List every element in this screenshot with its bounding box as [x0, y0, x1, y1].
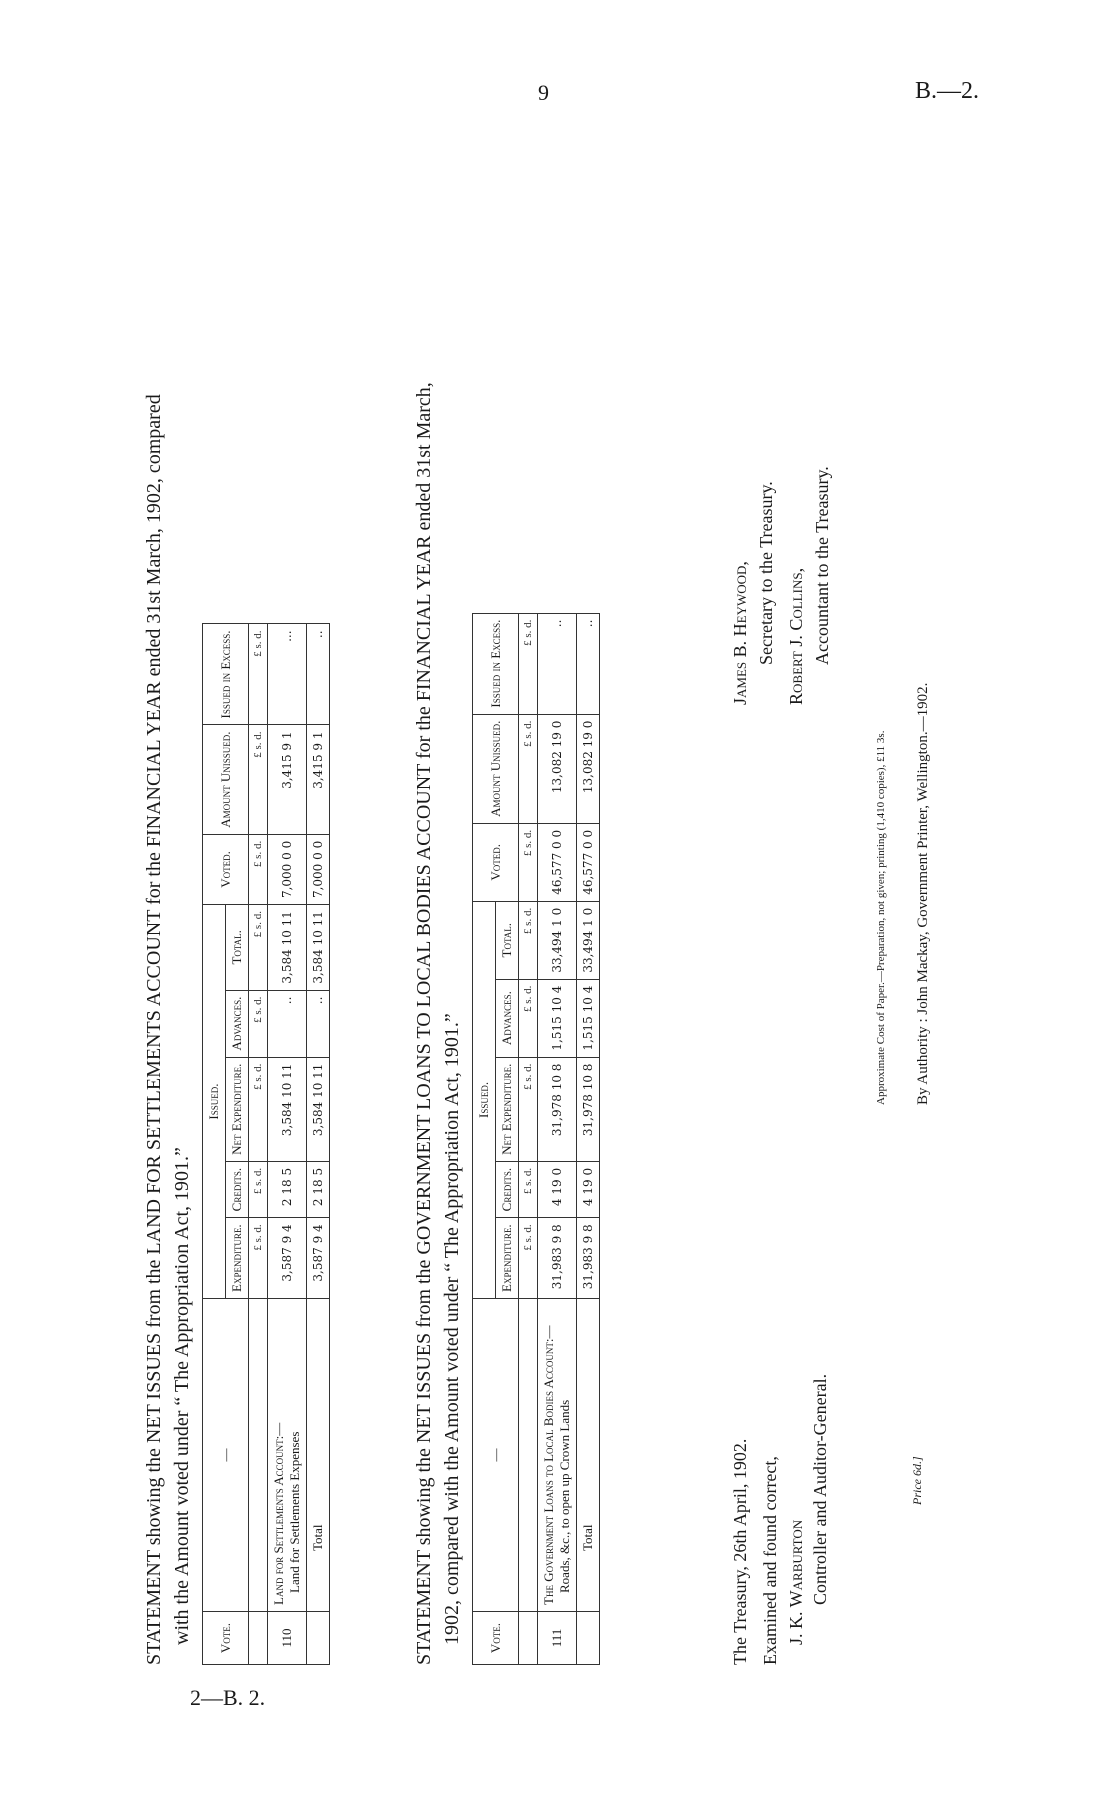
cell-total: 3,584 10 11	[268, 905, 307, 991]
total-advances: 1,515 10 4	[577, 979, 600, 1057]
col-credits: Credits.	[496, 1161, 519, 1217]
cell-credits: 4 19 0	[538, 1161, 577, 1217]
document-code: B.—2.	[915, 78, 980, 104]
col-total: Total.	[496, 901, 519, 979]
vote-number: 110	[268, 1612, 307, 1665]
unit-label: £ s. d.	[249, 834, 268, 904]
unit-label: £ s. d.	[519, 979, 538, 1057]
rotated-sheet	[130, 165, 1030, 1665]
cell-excess: ...	[268, 624, 307, 725]
page-number: 9	[538, 80, 549, 105]
unit-label: £ s. d.	[249, 990, 268, 1057]
col-desc: —	[203, 1299, 249, 1612]
cell-net: 31,978 10 8	[538, 1057, 577, 1161]
total-total: 33,494 1 0	[577, 901, 600, 979]
col-expenditure: Expenditure.	[496, 1218, 519, 1299]
bottom-code: 2—B. 2.	[190, 1685, 266, 1710]
col-voted: Voted.	[203, 834, 249, 904]
statement1-table	[202, 623, 330, 1665]
col-unissued: Amount Unissued.	[473, 714, 519, 823]
unit-label: £ s. d.	[519, 823, 538, 901]
total-row	[307, 624, 330, 1665]
total-unissued: 3,415 9 1	[307, 725, 330, 834]
total-credits: 2 18 5	[307, 1161, 330, 1217]
secretary-name: James B. Heywood,	[730, 561, 750, 705]
table-row	[268, 624, 307, 1665]
total-net: 3,584 10 11	[307, 1057, 330, 1161]
statement-land-settlements	[140, 215, 330, 1665]
statement2-title-line2: 1902, compared with the Amount voted under “ The Appropriation Act, 1901.”	[441, 1013, 463, 1645]
statement1-title-line1: STATEMENT showing the NET ISSUES from the LAND FOR SETTLEMENTS ACCOUNT for the FINANCIAL YEAR ended 31st March, 1902, compared	[143, 394, 165, 1665]
row-description: The Government Loans to Local Bodies Account:— Roads, &c., to open up Crown Lands	[538, 1299, 577, 1612]
total-net: 31,978 10 8	[577, 1057, 600, 1161]
col-total: Total.	[226, 905, 249, 991]
col-excess: Issued in Excess.	[203, 624, 249, 725]
col-voted: Voted.	[473, 823, 519, 901]
col-desc: —	[473, 1299, 519, 1612]
authority-line: By Authority : John Mackay, Government Printer, Wellington.—1902.	[915, 682, 931, 1105]
col-advances: Advances.	[226, 990, 249, 1057]
total-advances: ..	[307, 990, 330, 1057]
total-excess: ..	[307, 624, 330, 725]
cost-note: Approximate Cost of Paper.—Preparation, not given; printing (1,410 copies), £11 3s.	[875, 730, 887, 1105]
total-credits: 4 19 0	[577, 1161, 600, 1217]
col-advances: Advances.	[496, 979, 519, 1057]
cell-excess: ..	[538, 613, 577, 714]
col-expenditure: Expenditure.	[226, 1218, 249, 1299]
total-voted: 46,577 0 0	[577, 823, 600, 901]
total-voted: 7,000 0 0	[307, 834, 330, 904]
auditor-name: J. K. Warburton	[786, 1519, 806, 1645]
cell-unissued: 13,082 19 0	[538, 714, 577, 823]
examined-text: Examined and found correct,	[760, 1456, 780, 1665]
cell-unissued: 3,415 9 1	[268, 725, 307, 834]
col-excess: Issued in Excess.	[473, 613, 519, 714]
unit-label: £ s. d.	[519, 714, 538, 823]
treasury-date: The Treasury, 26th April, 1902.	[730, 1438, 750, 1665]
unit-label: £ s. d.	[249, 1218, 268, 1299]
price: Price 6d.]	[910, 1456, 924, 1505]
total-expenditure: 31,983 9 8	[577, 1218, 600, 1299]
unit-label: £ s. d.	[519, 613, 538, 714]
total-row	[577, 613, 600, 1664]
col-net: Net Expenditure.	[496, 1057, 519, 1161]
cell-total: 33,494 1 0	[538, 901, 577, 979]
total-unissued: 13,082 19 0	[577, 714, 600, 823]
cell-voted: 46,577 0 0	[538, 823, 577, 901]
cell-expenditure: 31,983 9 8	[538, 1218, 577, 1299]
col-credits: Credits.	[226, 1161, 249, 1217]
auditor-title: Controller and Auditor-General.	[810, 1373, 830, 1605]
cell-credits: 2 18 5	[268, 1161, 307, 1217]
units-row	[249, 624, 268, 1665]
statement-local-bodies	[410, 215, 600, 1665]
accountant-title: Accountant to the Treasury.	[812, 466, 832, 665]
col-issued: Issued.	[473, 901, 496, 1298]
unit-label: £ s. d.	[249, 624, 268, 725]
vote-number: 111	[538, 1612, 577, 1665]
col-vote: Vote.	[203, 1612, 249, 1665]
total-excess: ..	[577, 613, 600, 714]
cell-voted: 7,000 0 0	[268, 834, 307, 904]
statement1-title-line2: with the Amount voted under “ The Appropriation Act, 1901.”	[171, 1147, 193, 1645]
units-row	[519, 613, 538, 1664]
statement2-table	[472, 613, 600, 1665]
cell-advances: ..	[268, 990, 307, 1057]
cell-advances: 1,515 10 4	[538, 979, 577, 1057]
total-expenditure: 3,587 9 4	[307, 1218, 330, 1299]
unit-label: £ s. d.	[249, 1161, 268, 1217]
cell-net: 3,584 10 11	[268, 1057, 307, 1161]
total-label: Total	[307, 1299, 330, 1612]
table-row	[538, 613, 577, 1664]
accountant-name: Robert J. Collins,	[786, 567, 806, 705]
col-vote: Vote.	[473, 1612, 519, 1665]
unit-label: £ s. d.	[519, 1161, 538, 1217]
unit-label: £ s. d.	[249, 905, 268, 991]
col-issued: Issued.	[203, 905, 226, 1299]
secretary-title: Secretary to the Treasury.	[756, 481, 776, 665]
total-label: Total	[577, 1299, 600, 1612]
row-description: Land for Settlements Account:— Land for Settlements Expenses	[268, 1299, 307, 1612]
col-unissued: Amount Unissued.	[203, 725, 249, 834]
unit-label: £ s. d.	[519, 901, 538, 979]
unit-label: £ s. d.	[519, 1218, 538, 1299]
unit-label: £ s. d.	[249, 1057, 268, 1161]
statement2-title-line1: STATEMENT showing the NET ISSUES from the GOVERNMENT LOANS TO LOCAL BODIES ACCOUNT for the FINANCIAL YEAR ended 31st March,	[413, 382, 435, 1665]
unit-label: £ s. d.	[519, 1057, 538, 1161]
unit-label: £ s. d.	[249, 725, 268, 834]
total-total: 3,584 10 11	[307, 905, 330, 991]
cell-expenditure: 3,587 9 4	[268, 1218, 307, 1299]
col-net: Net Expenditure.	[226, 1057, 249, 1161]
